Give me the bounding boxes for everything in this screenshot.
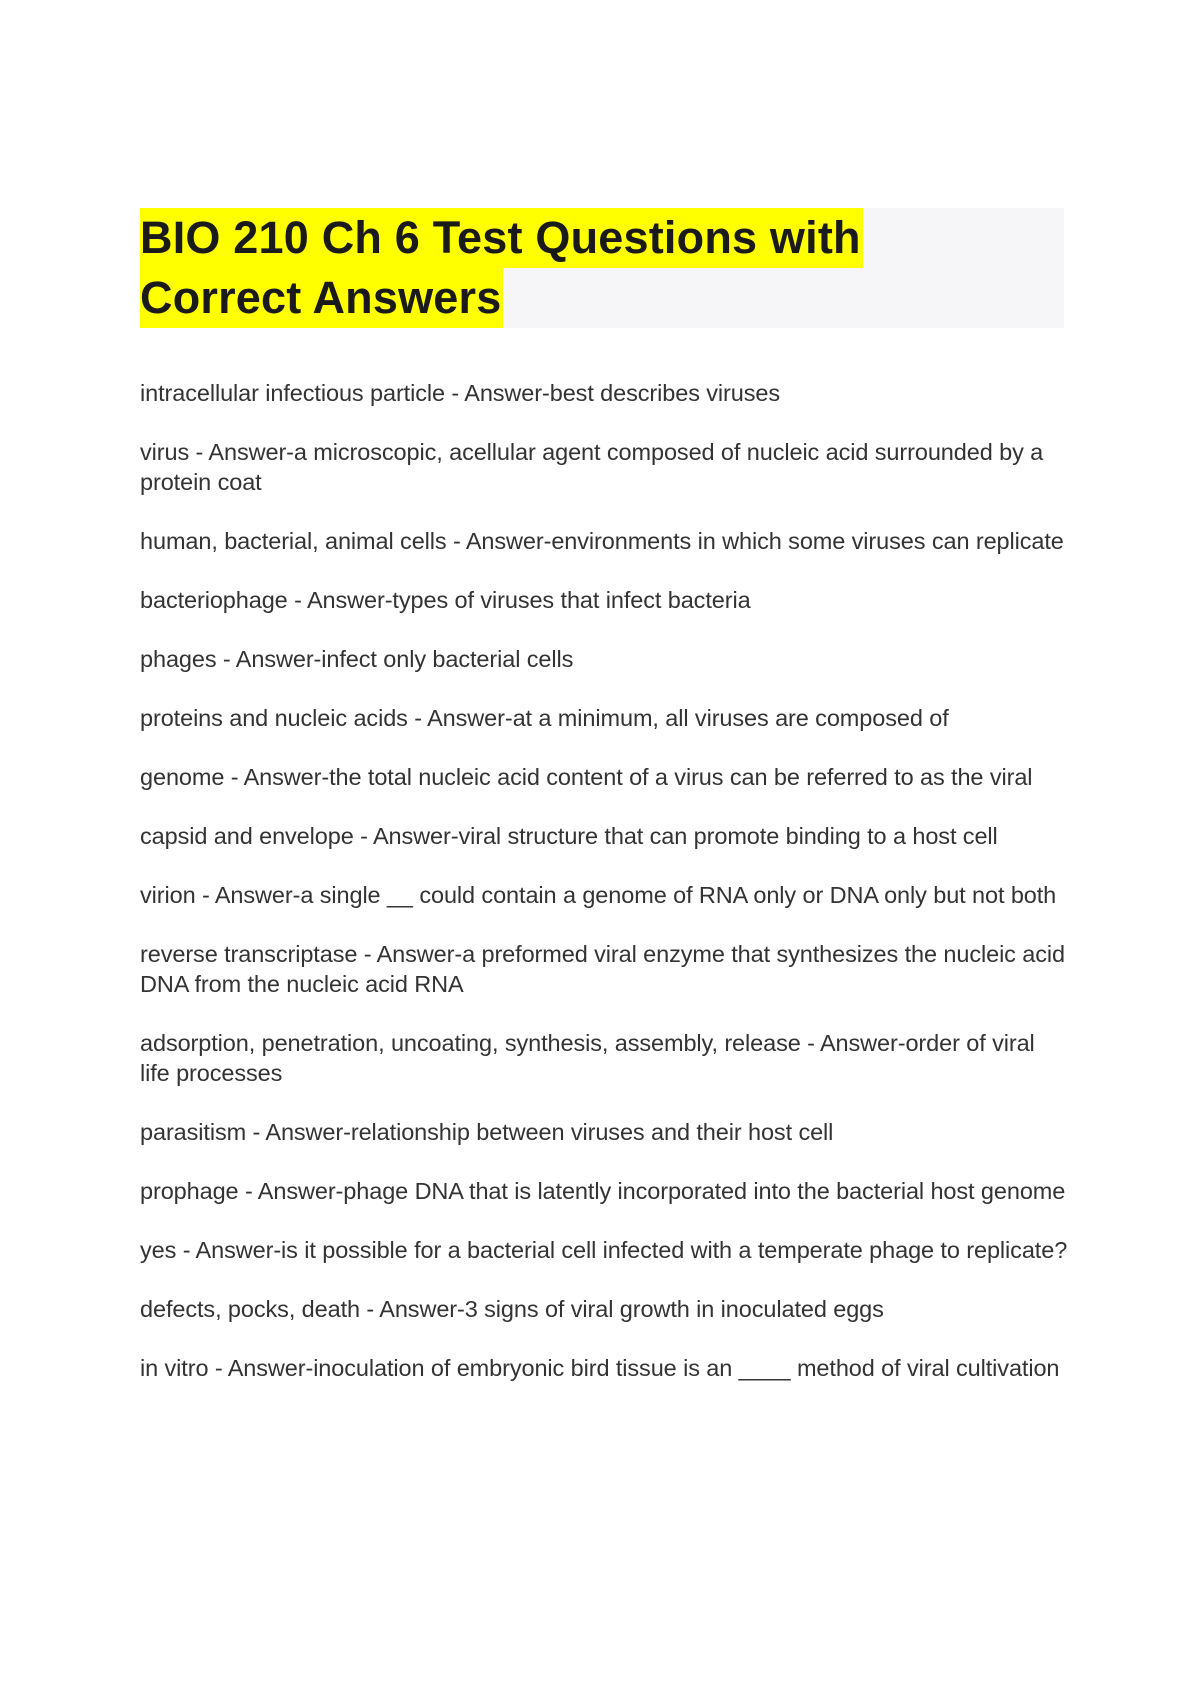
qa-item: parasitism - Answer-relationship between viruses and their host cell <box>140 1119 834 1145</box>
title-line-2: Correct Answers <box>140 268 503 328</box>
qa-item: bacteriophage - Answer-types of viruses that infect bacteria <box>140 587 751 613</box>
title-block <box>140 208 1064 328</box>
qa-item: phages - Answer-infect only bacterial cells <box>140 646 574 672</box>
qa-item: virion - Answer-a single __ could contain a genome of RNA only or DNA only but not both <box>140 882 1057 908</box>
qa-item: prophage - Answer-phage DNA that is latently incorporated into the bacterial host genome <box>140 1178 1066 1204</box>
title-line-1: BIO 210 Ch 6 Test Questions with <box>140 208 863 268</box>
qa-item: capsid and envelope - Answer-viral structure that can promote binding to a host cell <box>140 823 998 849</box>
qa-item: defects, pocks, death - Answer-3 signs of viral growth in inoculated eggs <box>140 1296 884 1322</box>
qa-item: in vitro - Answer-inoculation of embryonic bird tissue is an ____ method of viral cultivation <box>140 1355 1060 1381</box>
qa-item: virus - Answer-a microscopic, acellular agent composed of nucleic acid surrounded by a protein coat <box>140 439 1044 495</box>
qa-item: intracellular infectious particle - Answer-best describes viruses <box>140 380 781 406</box>
qa-item: proteins and nucleic acids - Answer-at a minimum, all viruses are composed of <box>140 705 949 731</box>
qa-item: human, bacterial, animal cells - Answer-environments in which some viruses can replicate <box>140 528 1064 554</box>
question-answer-list <box>140 378 1070 1412</box>
qa-item: reverse transcriptase - Answer-a preformed viral enzyme that synthesizes the nucleic acid DNA from the nucleic acid RNA <box>140 941 1065 997</box>
page-title <box>140 208 1064 328</box>
qa-item: genome - Answer-the total nucleic acid content of a virus can be referred to as the viral <box>140 764 1033 790</box>
qa-item: adsorption, penetration, uncoating, synthesis, assembly, release - Answer-order of viral life processes <box>140 1030 1035 1086</box>
qa-item: yes - Answer-is it possible for a bacterial cell infected with a temperate phage to replicate? <box>140 1237 1068 1263</box>
